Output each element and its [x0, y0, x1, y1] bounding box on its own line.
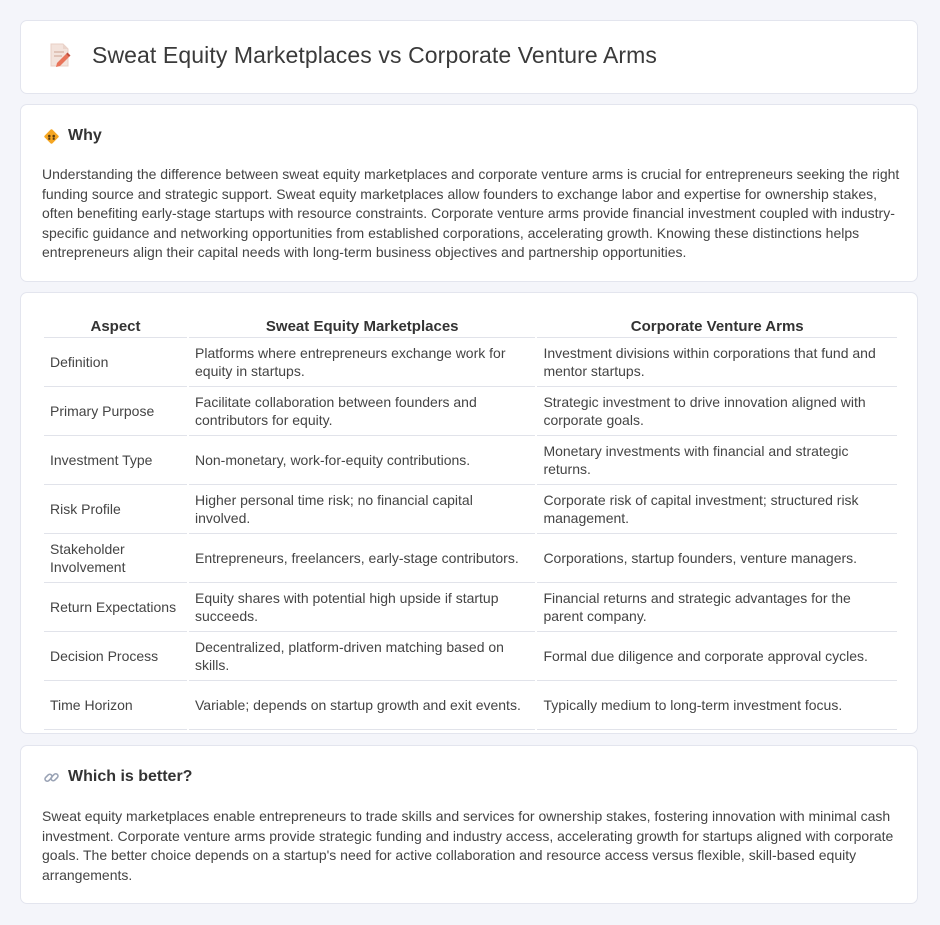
row-aspect: Return Expectations	[44, 583, 187, 632]
row-corporate-venture: Strategic investment to drive innovation aligned with corporate goals.	[537, 387, 897, 436]
row-sweat-equity: Entrepreneurs, freelancers, early-stage contributors.	[189, 534, 535, 583]
title-row	[48, 41, 657, 69]
row-corporate-venture: Corporate risk of capital investment; structured risk management.	[537, 485, 897, 534]
row-sweat-equity: Equity shares with potential high upside if startup succeeds.	[189, 583, 535, 632]
why-body: Understanding the difference between sweat equity marketplaces and corporate venture arms is crucial for entrepreneurs seeking the right funding source and strategic support. Sweat equity marketplaces allow founders to exchange labor and expertise for ownership stakes, often benefiting early-stage startups with resource constraints. Corporate venture arms provide financial investment coupled with industry-specific guidance and networking opportunities from established corporations, accelerating growth. Knowing these distinctions helps entrepreneurs align their capital needs with long-term business objectives and partnership opportunities.	[42, 166, 900, 261]
page-title: Sweat Equity Marketplaces vs Corporate Venture Arms	[92, 41, 658, 68]
comparison-table	[42, 315, 899, 730]
row-corporate-venture: Monetary investments with financial and strategic returns.	[537, 436, 897, 485]
table-row	[44, 436, 897, 485]
row-aspect: Definition	[44, 338, 187, 387]
better-heading	[43, 768, 192, 786]
table-row	[44, 681, 897, 730]
better-card	[20, 745, 918, 904]
row-corporate-venture: Typically medium to long-term investment focus.	[537, 681, 897, 730]
row-sweat-equity: Non-monetary, work-for-equity contributions.	[189, 436, 535, 485]
table-row	[44, 583, 897, 632]
header-corporate-venture: Corporate Venture Arms	[537, 315, 897, 338]
document-pencil-icon	[48, 41, 72, 69]
row-corporate-venture: Formal due diligence and corporate approval cycles.	[537, 632, 897, 681]
table-header-row	[44, 315, 897, 338]
row-sweat-equity: Higher personal time risk; no financial capital involved.	[189, 485, 535, 534]
row-sweat-equity: Variable; depends on startup growth and exit events.	[189, 681, 535, 730]
table-row	[44, 338, 897, 387]
row-aspect: Risk Profile	[44, 485, 187, 534]
row-corporate-venture: Financial returns and strategic advantages for the parent company.	[537, 583, 897, 632]
row-corporate-venture: Corporations, startup founders, venture managers.	[537, 534, 897, 583]
link-icon	[43, 769, 60, 786]
why-card	[20, 104, 918, 282]
row-sweat-equity: Facilitate collaboration between founders and contributors for equity.	[189, 387, 535, 436]
row-aspect: Investment Type	[44, 436, 187, 485]
better-body: Sweat equity marketplaces enable entrepreneurs to trade skills and services for ownership stakes, fostering innovation with minimal cash investment. Corporate venture arms provide strategic funding and industry access, accelerating growth for startups aligned with corporate goals. The better choice depends on a startup's need for active collaboration and resource access versus flexible, skill-based equity arrangements.	[42, 808, 894, 883]
table-row	[44, 534, 897, 583]
table-row	[44, 632, 897, 681]
header-sweat-equity: Sweat Equity Marketplaces	[189, 315, 535, 338]
row-aspect: Stakeholder Involvement	[44, 534, 187, 583]
table-row	[44, 387, 897, 436]
row-sweat-equity: Decentralized, platform-driven matching based on skills.	[189, 632, 535, 681]
why-heading	[43, 127, 102, 145]
why-title: Why	[68, 127, 102, 144]
header-aspect: Aspect	[44, 315, 187, 338]
table-row	[44, 485, 897, 534]
row-aspect: Decision Process	[44, 632, 187, 681]
diamond-sign-icon	[43, 128, 60, 145]
row-corporate-venture: Investment divisions within corporations that fund and mentor startups.	[537, 338, 897, 387]
header-card	[20, 20, 918, 94]
row-sweat-equity: Platforms where entrepreneurs exchange work for equity in startups.	[189, 338, 535, 387]
row-aspect: Time Horizon	[44, 681, 187, 730]
comparison-card	[20, 292, 918, 734]
row-aspect: Primary Purpose	[44, 387, 187, 436]
better-title: Which is better?	[68, 768, 193, 785]
